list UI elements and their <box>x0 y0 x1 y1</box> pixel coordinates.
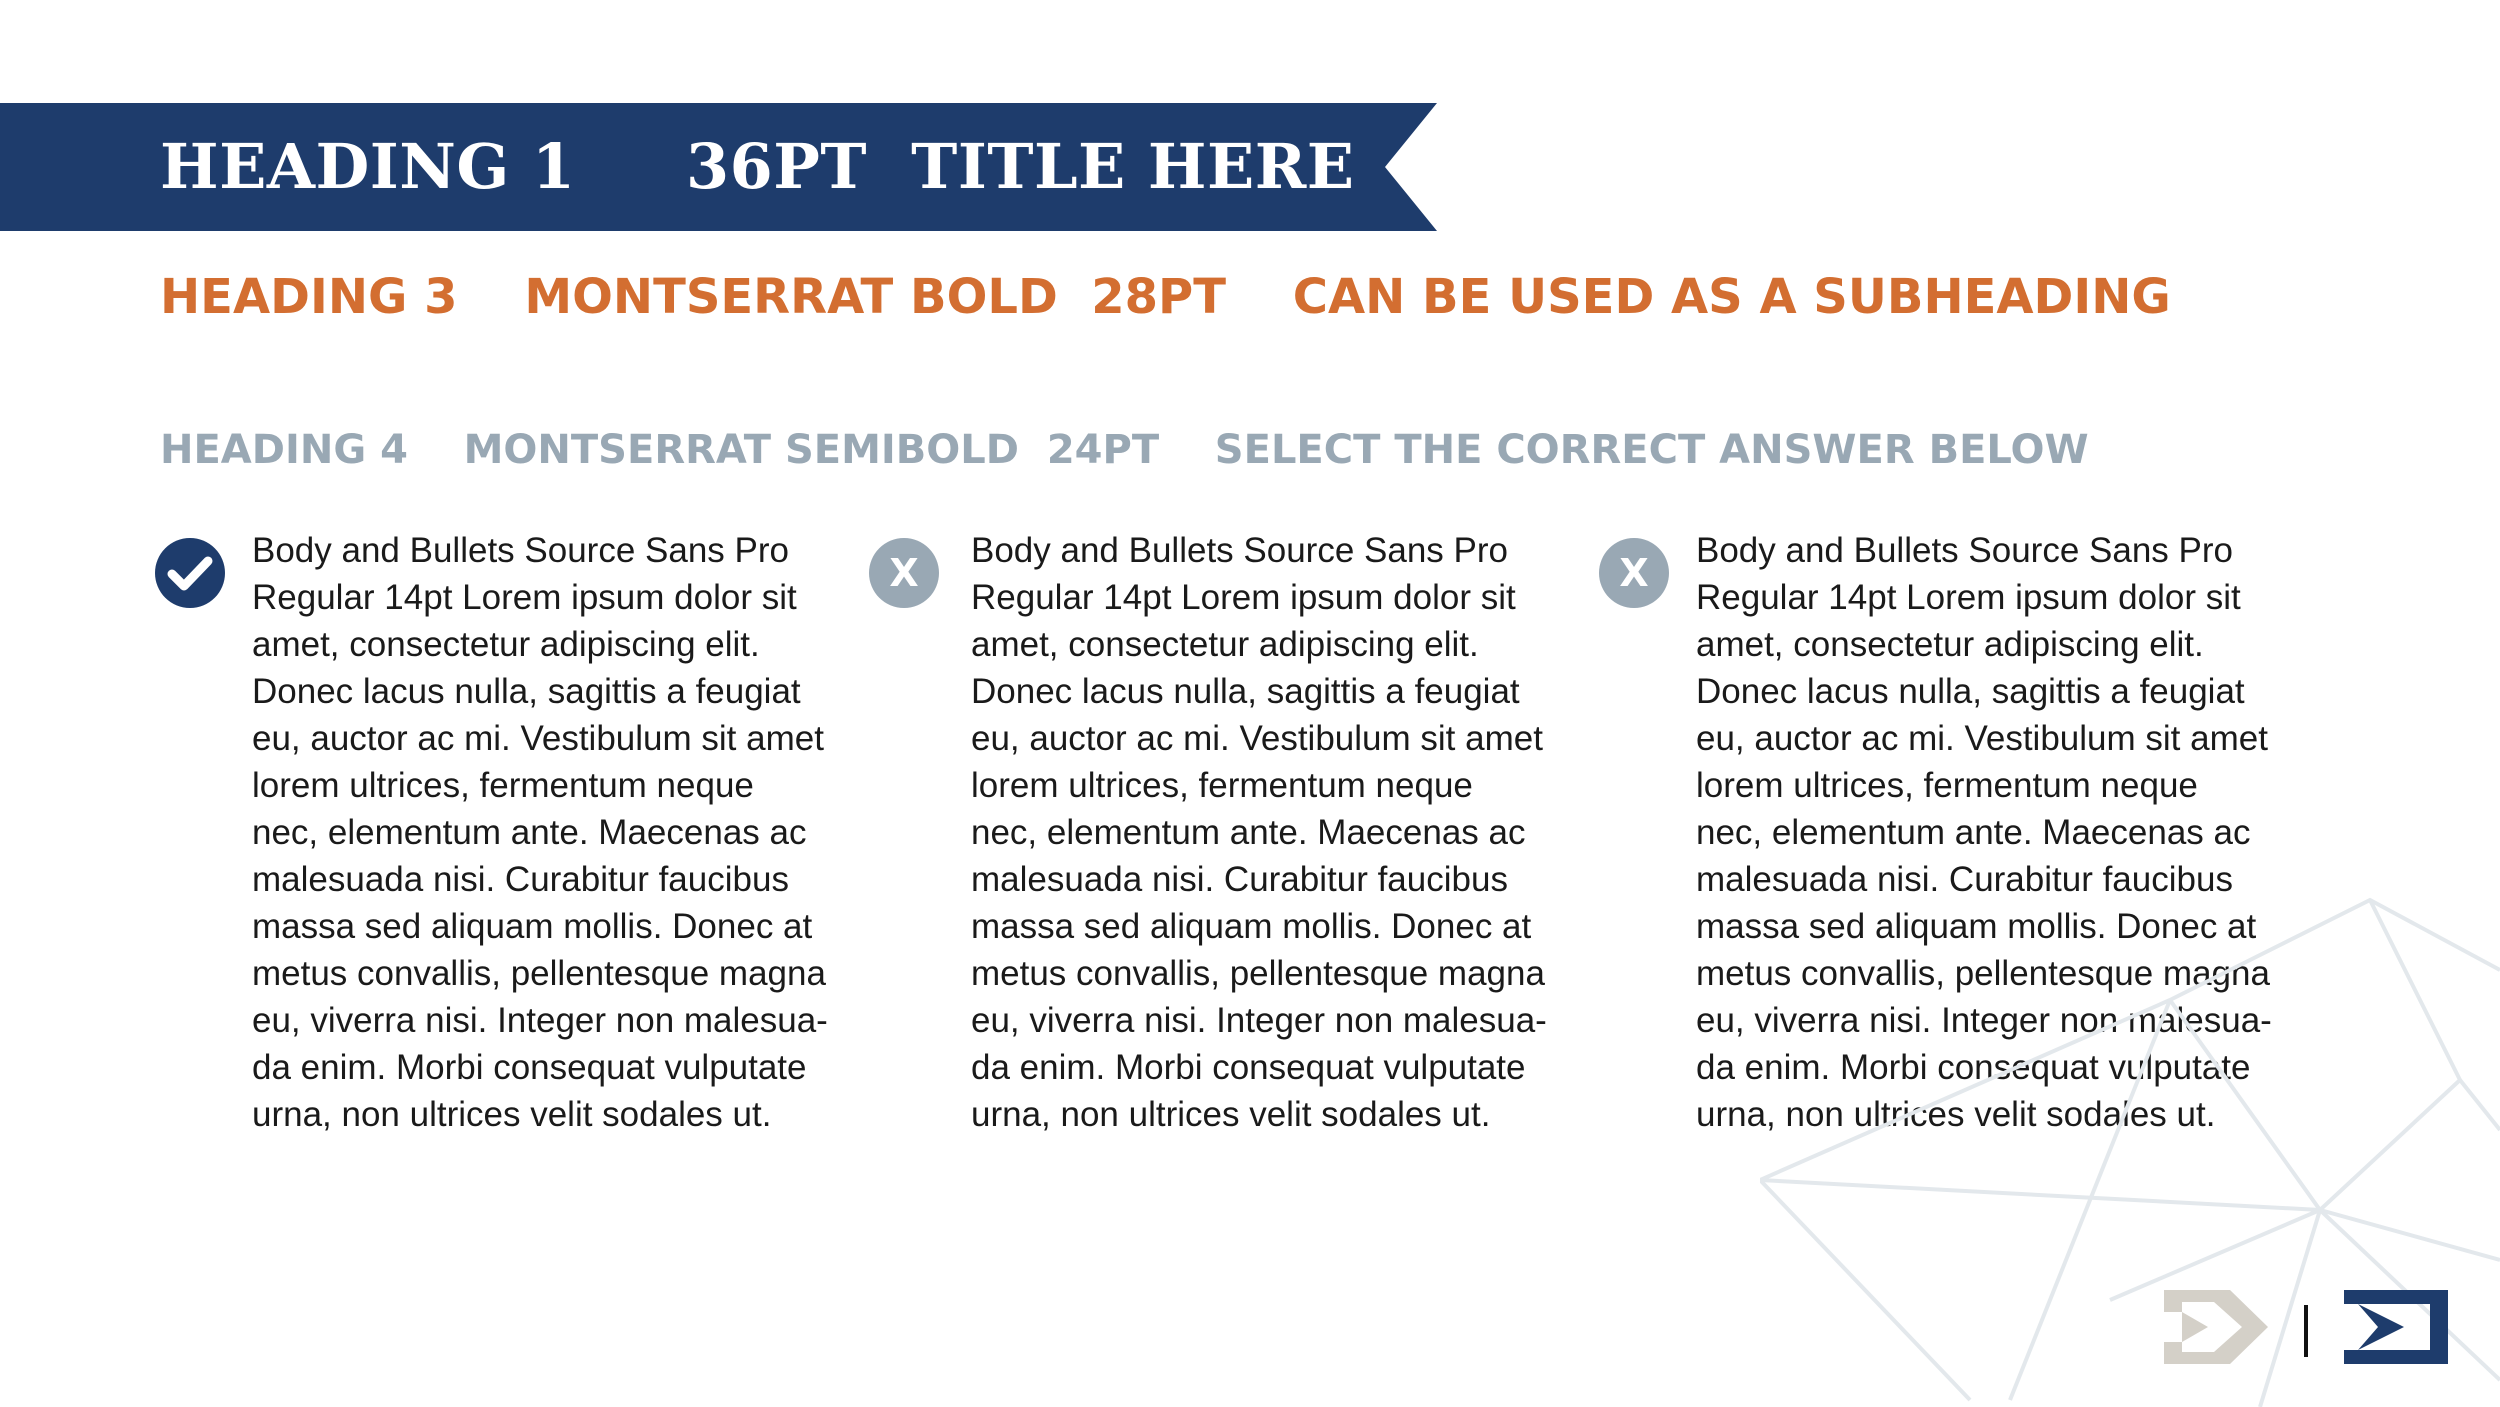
logo-divider <box>2304 1305 2308 1357</box>
answer-option-1-text: Body and Bullets Source Sans Pro Regular 14pt Lorem ipsum dolor sit amet, consectetur adipiscing elit. Donec lacus nulla, sagittis a feugiat eu, auctor ac mi. Vestibulum sit amet lorem ultrices, fermentum neque nec, elementum ante. Maecenas ac malesuada nisi. Curabitur faucibus massa sed aliquam mollis. Donec at metus convallis, pellentesque magna eu, viverra nisi. Integer non malesua- da enim. Morbi consequat vulputate urna, non ultrices velit sodales ut. <box>252 531 828 1134</box>
title-banner <box>0 103 1437 231</box>
x-icon <box>868 537 940 609</box>
instruction-heading: HEADING 4 MONTSERRAT SEMIBOLD 24PT SELECT THE CORRECT ANSWER BELOW <box>160 427 2089 473</box>
subheading: HEADING 3 MONTSERRAT BOLD 28PT CAN BE USED AS A SUBHEADING <box>160 269 2171 325</box>
answer-option-3-text: Body and Bullets Source Sans Pro Regular 14pt Lorem ipsum dolor sit amet, consectetur adipiscing elit. Donec lacus nulla, sagittis a feugiat eu, auctor ac mi. Vestibulum sit amet lorem ultrices, fermentum neque nec, elementum ante. Maecenas ac malesuada nisi. Curabitur faucibus massa sed aliquam mollis. Donec at metus convallis, pellentesque magna eu, viverra nisi. Integer non malesua- da enim. Morbi consequat vulputate urna, non ultrices velit sodales ut. <box>1696 531 2272 1134</box>
x-icon <box>1598 537 1670 609</box>
x-icon-letter: X <box>1619 551 1649 595</box>
x-icon-letter: X <box>889 551 919 595</box>
check-icon <box>154 537 226 609</box>
company-logo-k <box>2164 1290 2268 1364</box>
company-logo-e <box>2344 1290 2448 1364</box>
answer-option-2-text: Body and Bullets Source Sans Pro Regular 14pt Lorem ipsum dolor sit amet, consectetur adipiscing elit. Donec lacus nulla, sagittis a feugiat eu, auctor ac mi. Vestibulum sit amet lorem ultrices, fermentum neque nec, elementum ante. Maecenas ac malesuada nisi. Curabitur faucibus massa sed aliquam mollis. Donec at metus convallis, pellentesque magna eu, viverra nisi. Integer non malesua- da enim. Morbi consequat vulputate urna, non ultrices velit sodales ut. <box>971 531 1547 1134</box>
page-title: HEADING 1 36PT TITLE HERE <box>160 130 1355 203</box>
